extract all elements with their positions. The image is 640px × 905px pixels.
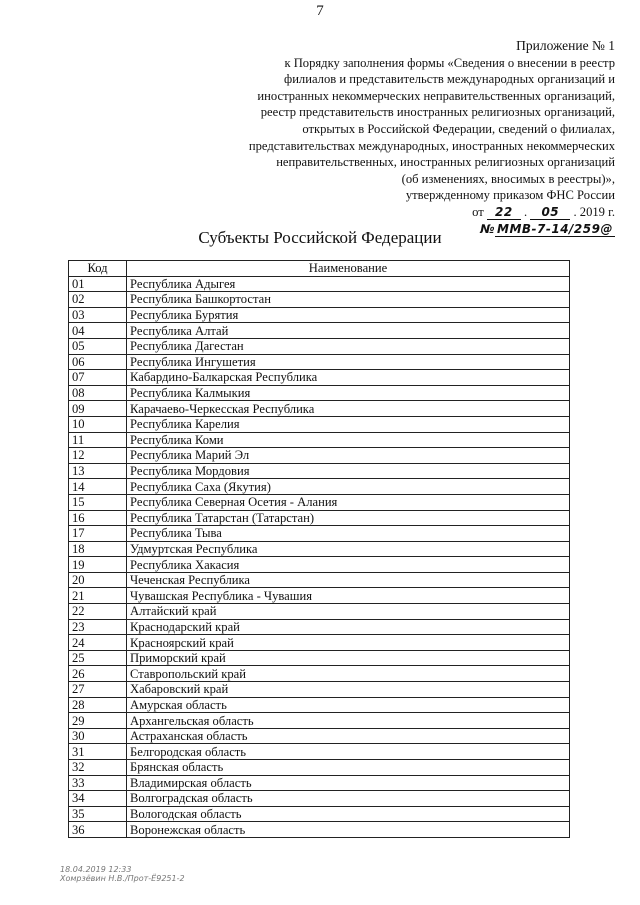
cell-name: Республика Татарстан (Татарстан) bbox=[127, 510, 570, 526]
page-number: 7 bbox=[316, 3, 324, 19]
table-row bbox=[69, 323, 570, 339]
column-header-code: Код bbox=[69, 261, 127, 277]
cell-code: 31 bbox=[69, 744, 127, 760]
cell-code: 05 bbox=[69, 338, 127, 354]
cell-code: 15 bbox=[69, 494, 127, 510]
appendix-line: иностранных некоммерческих неправительственных организаций, bbox=[257, 88, 615, 103]
cell-name: Республика Марий Эл bbox=[127, 448, 570, 464]
order-date-day: 22 bbox=[487, 205, 521, 220]
cell-code: 17 bbox=[69, 526, 127, 542]
order-date: от 22 . 05 . 2019 г. bbox=[472, 204, 615, 219]
table-row bbox=[69, 822, 570, 838]
cell-name: Республика Северная Осетия - Алания bbox=[127, 494, 570, 510]
cell-name: Республика Ингушетия bbox=[127, 354, 570, 370]
table-row bbox=[69, 432, 570, 448]
cell-code: 29 bbox=[69, 713, 127, 729]
table-row bbox=[69, 806, 570, 822]
cell-code: 27 bbox=[69, 682, 127, 698]
cell-name: Кабардино-Балкарская Республика bbox=[127, 370, 570, 386]
cell-code: 33 bbox=[69, 775, 127, 791]
appendix-line: филиалов и представительств международных организаций и bbox=[284, 72, 615, 87]
table-row bbox=[69, 541, 570, 557]
appendix-line: открытых в Российской Федерации, сведений о филиалах, bbox=[302, 121, 615, 136]
order-date-prefix: от bbox=[472, 204, 484, 219]
table-row bbox=[69, 510, 570, 526]
cell-code: 16 bbox=[69, 510, 127, 526]
table-row bbox=[69, 401, 570, 417]
cell-name: Удмуртская Республика bbox=[127, 541, 570, 557]
table-row bbox=[69, 697, 570, 713]
table-row bbox=[69, 760, 570, 776]
cell-code: 08 bbox=[69, 385, 127, 401]
cell-name: Ставропольский край bbox=[127, 666, 570, 682]
cell-code: 22 bbox=[69, 604, 127, 620]
cell-code: 32 bbox=[69, 760, 127, 776]
appendix-line: реестр представительств иностранных религиозных организаций, bbox=[260, 105, 615, 120]
footer-stamp-line: 18.04.2019 12:33 bbox=[60, 865, 132, 874]
table-row bbox=[69, 588, 570, 604]
cell-name: Чувашская Республика - Чувашия bbox=[127, 588, 570, 604]
table-row bbox=[69, 728, 570, 744]
footer-stamp bbox=[60, 865, 185, 883]
cell-code: 21 bbox=[69, 588, 127, 604]
cell-name: Амурская область bbox=[127, 697, 570, 713]
cell-name: Алтайский край bbox=[127, 604, 570, 620]
subjects-table bbox=[68, 260, 570, 838]
cell-name: Брянская область bbox=[127, 760, 570, 776]
cell-code: 03 bbox=[69, 307, 127, 323]
cell-code: 18 bbox=[69, 541, 127, 557]
cell-name: Архангельская область bbox=[127, 713, 570, 729]
table-row bbox=[69, 385, 570, 401]
table-row bbox=[69, 666, 570, 682]
column-header-name: Наименование bbox=[127, 261, 570, 277]
table-row bbox=[69, 791, 570, 807]
cell-name: Республика Саха (Якутия) bbox=[127, 479, 570, 495]
cell-name: Республика Алтай bbox=[127, 323, 570, 339]
cell-code: 26 bbox=[69, 666, 127, 682]
cell-name: Белгородская область bbox=[127, 744, 570, 760]
order-date-year: 2019 г. bbox=[579, 204, 615, 219]
cell-code: 30 bbox=[69, 728, 127, 744]
table-row bbox=[69, 713, 570, 729]
cell-code: 13 bbox=[69, 463, 127, 479]
cell-name: Республика Карелия bbox=[127, 416, 570, 432]
appendix-line: к Порядку заполнения формы «Сведения о внесении в реестр bbox=[284, 55, 615, 70]
table-row bbox=[69, 557, 570, 573]
cell-code: 04 bbox=[69, 323, 127, 339]
cell-name: Республика Тыва bbox=[127, 526, 570, 542]
table-row bbox=[69, 292, 570, 308]
cell-code: 12 bbox=[69, 448, 127, 464]
table-row bbox=[69, 775, 570, 791]
cell-code: 02 bbox=[69, 292, 127, 308]
footer-stamp-line: Хомрзёвин Н.В./Прот-Ё9251-2 bbox=[60, 874, 185, 883]
appendix-line: утвержденному приказом ФНС России bbox=[405, 188, 615, 203]
appendix-line: неправительственных, иностранных религиозных организаций bbox=[276, 155, 615, 170]
cell-code: 01 bbox=[69, 276, 127, 292]
table-row bbox=[69, 682, 570, 698]
table-row bbox=[69, 354, 570, 370]
table-row bbox=[69, 494, 570, 510]
cell-name: Чеченская Республика bbox=[127, 572, 570, 588]
table-body bbox=[69, 276, 570, 837]
table-row bbox=[69, 604, 570, 620]
cell-code: 36 bbox=[69, 822, 127, 838]
order-date-month: 05 bbox=[530, 205, 570, 220]
cell-name: Республика Калмыкия bbox=[127, 385, 570, 401]
cell-code: 23 bbox=[69, 619, 127, 635]
cell-name: Владимирская область bbox=[127, 775, 570, 791]
cell-name: Воронежская область bbox=[127, 822, 570, 838]
appendix-title: Приложение № 1 bbox=[516, 38, 615, 53]
table-row bbox=[69, 526, 570, 542]
table-row bbox=[69, 370, 570, 386]
table-row bbox=[69, 463, 570, 479]
cell-code: 20 bbox=[69, 572, 127, 588]
cell-code: 09 bbox=[69, 401, 127, 417]
cell-code: 24 bbox=[69, 635, 127, 651]
appendix-line: представительствах международных, иностранных некоммерческих bbox=[248, 138, 615, 153]
table-row bbox=[69, 619, 570, 635]
appendix-header bbox=[195, 38, 615, 237]
cell-name: Республика Дагестан bbox=[127, 338, 570, 354]
cell-name: Республика Адыгея bbox=[127, 276, 570, 292]
cell-name: Астраханская область bbox=[127, 728, 570, 744]
cell-code: 11 bbox=[69, 432, 127, 448]
table-row bbox=[69, 635, 570, 651]
cell-name: Республика Коми bbox=[127, 432, 570, 448]
cell-name: Хабаровский край bbox=[127, 682, 570, 698]
cell-name: Приморский край bbox=[127, 650, 570, 666]
order-number-value: ММВ-7-14/259@ bbox=[495, 222, 615, 237]
cell-code: 14 bbox=[69, 479, 127, 495]
cell-name: Карачаево-Черкесская Республика bbox=[127, 401, 570, 417]
cell-code: 35 bbox=[69, 806, 127, 822]
table-row bbox=[69, 307, 570, 323]
cell-name: Красноярский край bbox=[127, 635, 570, 651]
table-row bbox=[69, 276, 570, 292]
cell-code: 19 bbox=[69, 557, 127, 573]
cell-name: Республика Хакасия bbox=[127, 557, 570, 573]
cell-code: 07 bbox=[69, 370, 127, 386]
appendix-line: (об изменениях, вносимых в реестры)», bbox=[401, 171, 615, 186]
table-header-row bbox=[69, 261, 570, 277]
table-row bbox=[69, 572, 570, 588]
table-row bbox=[69, 650, 570, 666]
table-row bbox=[69, 338, 570, 354]
cell-code: 25 bbox=[69, 650, 127, 666]
table-row bbox=[69, 744, 570, 760]
cell-name: Республика Бурятия bbox=[127, 307, 570, 323]
cell-code: 06 bbox=[69, 354, 127, 370]
cell-code: 34 bbox=[69, 791, 127, 807]
document-title: Субъекты Российской Федерации bbox=[198, 228, 442, 247]
cell-name: Волгоградская область bbox=[127, 791, 570, 807]
cell-name: Республика Башкортостан bbox=[127, 292, 570, 308]
cell-code: 28 bbox=[69, 697, 127, 713]
table-row bbox=[69, 416, 570, 432]
cell-name: Республика Мордовия bbox=[127, 463, 570, 479]
cell-name: Вологодская область bbox=[127, 806, 570, 822]
table-row bbox=[69, 448, 570, 464]
order-number-prefix: № bbox=[480, 221, 495, 236]
cell-name: Краснодарский край bbox=[127, 619, 570, 635]
table-row bbox=[69, 479, 570, 495]
cell-code: 10 bbox=[69, 416, 127, 432]
